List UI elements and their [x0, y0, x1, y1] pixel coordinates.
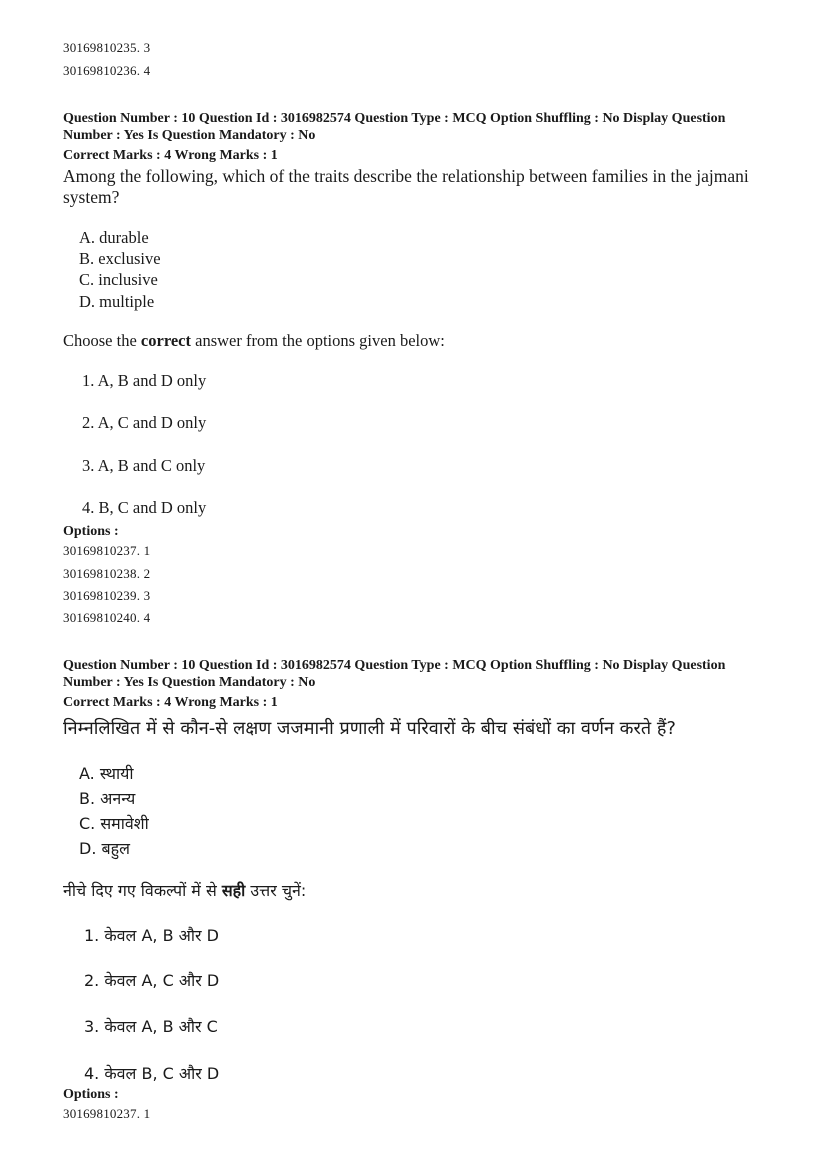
- statement-item: C. समावेशी: [79, 814, 149, 833]
- option-id-line: 30169810235. 3: [63, 40, 151, 55]
- question-meta-line: Question Number : 10 Question Id : 3016982574 Question Type : MCQ Option Shuffling : No Display Question: [63, 658, 726, 673]
- option-id-line: 30169810238. 2: [63, 566, 151, 581]
- statement-item: D. multiple: [79, 292, 155, 311]
- statement-item: C. inclusive: [79, 270, 158, 289]
- question-stem-line: system?: [63, 187, 120, 207]
- option-id-line: 30169810240. 4: [63, 610, 151, 625]
- statement-item: A. durable: [79, 228, 149, 247]
- marks-line: Correct Marks : 4 Wrong Marks : 1: [63, 148, 278, 163]
- instruction-line: नीचे दिए गए विकल्पों में से सही उत्तर चुनें:: [63, 881, 307, 900]
- instruction-emphasis: सही: [221, 881, 246, 900]
- answer-choice: 4. B, C and D only: [82, 498, 207, 517]
- answer-choice: 4. केवल B, C और D: [84, 1064, 220, 1083]
- option-id-line: 30169810237. 1: [63, 1106, 151, 1121]
- answer-choice: 3. केवल A, B और C: [84, 1017, 218, 1036]
- answer-choice: 2. केवल A, C और D: [84, 971, 220, 990]
- statement-item: D. बहुल: [79, 839, 130, 858]
- answer-choice: 1. केवल A, B और D: [84, 926, 219, 945]
- options-label: Options :: [63, 524, 119, 539]
- instruction-line: Choose the correct answer from the options given below:: [63, 331, 445, 350]
- marks-line: Correct Marks : 4 Wrong Marks : 1: [63, 695, 278, 710]
- option-id-line: 30169810237. 1: [63, 543, 151, 558]
- options-label: Options :: [63, 1087, 119, 1102]
- question-meta-line: Question Number : 10 Question Id : 3016982574 Question Type : MCQ Option Shuffling : No Display Question: [63, 111, 726, 126]
- question-meta-line: Number : Yes Is Question Mandatory : No: [63, 128, 316, 143]
- question-stem-hindi: निम्नलिखित में से कौन-से लक्षण जजमानी प्रणाली में परिवारों के बीच संबंधों का वर्णन करते हैं?: [63, 718, 676, 739]
- answer-choice: 2. A, C and D only: [82, 413, 207, 432]
- statement-item: B. अनन्य: [79, 789, 136, 808]
- answer-choice: 1. A, B and D only: [82, 371, 207, 390]
- answer-choice: 3. A, B and C only: [82, 456, 206, 475]
- option-id-line: 30169810236. 4: [63, 63, 151, 78]
- statement-item: A. स्थायी: [79, 764, 134, 783]
- question-stem-line: Among the following, which of the traits describe the relationship between families in the jajmani: [63, 166, 749, 186]
- question-meta-line: Number : Yes Is Question Mandatory : No: [63, 675, 316, 690]
- option-id-line: 30169810239. 3: [63, 588, 151, 603]
- statement-item: B. exclusive: [79, 249, 161, 268]
- instruction-emphasis: correct: [140, 331, 191, 350]
